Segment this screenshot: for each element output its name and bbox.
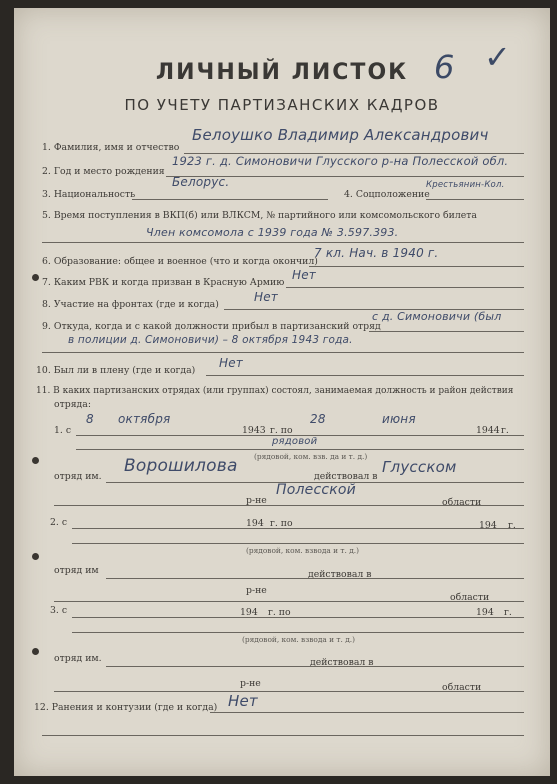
field-3-label: 3. Национальность	[42, 189, 136, 200]
row-1-rne: р-не	[246, 495, 267, 506]
form-subtitle: ПО УЧЕТУ ПАРТИЗАНСКИХ КАДРОВ	[124, 96, 440, 114]
field-2-label: 2. Год и место рождения	[42, 166, 165, 177]
row-3-g-end: г.	[504, 607, 512, 618]
row-3-num: 3. с	[50, 605, 68, 616]
field-12-label: 12. Ранения и контузии (где и когда)	[34, 702, 218, 713]
field-5-label: 5. Время поступления в ВКП(б) или ВЛКСМ, № партийного или комсомольского билета	[42, 210, 477, 221]
field-11-label-2: отряда:	[54, 399, 91, 410]
row-1-rayon: Глусском	[382, 458, 457, 476]
row-1-g-end: г.	[501, 425, 509, 436]
field-8-label: 8. Участие на фронтах (где и когда)	[42, 299, 219, 310]
row-1-year-to: 1944	[476, 425, 500, 436]
field-5-value: Член комсомола с 1939 года № 3.597.393.	[146, 226, 399, 239]
field-3-line	[132, 199, 328, 200]
check-mark: ✓	[484, 38, 511, 76]
row-1-oblast: Полесской	[276, 482, 356, 498]
punch-hole	[32, 274, 39, 281]
field-9-line-1	[369, 331, 524, 332]
field-4-label: 4. Соцположение	[344, 189, 430, 200]
field-6-line	[309, 266, 524, 267]
field-5-line	[42, 242, 524, 243]
row-1-month-to: июня	[382, 412, 416, 426]
row-3-rne: р-не	[240, 678, 261, 689]
row-3-otryad-label: отряд им.	[54, 653, 102, 664]
punch-hole	[32, 648, 39, 655]
field-6-label: 6. Образование: общее и военное (что и когда окончил)	[42, 256, 318, 267]
row-2-rne: р-не	[246, 585, 267, 596]
row-1-position-hint: (рядовой, ком. взв. да и т. д.)	[254, 452, 368, 461]
field-4-value: Крестьянин-Кол.	[426, 180, 505, 190]
row-2-year-to: 194	[479, 520, 497, 531]
row-2-position-hint: (рядовой, ком. взвода и т. д.)	[246, 546, 359, 555]
field-2-value: 1923 г. д. Симоновичи Глусского р-на Полесской обл.	[172, 154, 509, 168]
row-3-oblasti: области	[442, 682, 482, 693]
handwritten-number: 6	[434, 48, 455, 86]
field-8-value: Нет	[254, 290, 278, 304]
row-2-otryad-label: отряд им	[54, 565, 99, 576]
row-2-oblasti: области	[450, 592, 490, 603]
row-3-position-hint: (рядовой, ком. взвода и т. д.)	[242, 635, 355, 644]
field-10-label: 10. Был ли в плену (где и когда)	[36, 365, 196, 376]
row-1-month: октября	[118, 412, 171, 426]
field-7-value: Нет	[292, 268, 316, 282]
field-12-line	[210, 712, 524, 713]
row-2-position-line	[72, 543, 524, 544]
row-1-day: 8	[86, 412, 94, 426]
punch-hole	[32, 553, 39, 560]
row-2-otryad-line	[106, 578, 524, 579]
field-4-line	[426, 199, 524, 200]
form-sheet	[14, 8, 550, 776]
row-1-position: рядовой	[272, 436, 318, 447]
field-1-label: 1. Фамилия, имя и отчество	[42, 142, 180, 153]
row-2-dejstvoval: действовал в	[308, 569, 372, 580]
field-9-label: 9. Откуда, когда и с какой должности прибыл в партизанский отряд	[42, 321, 381, 332]
field-7-line	[286, 287, 524, 288]
field-9-value-2: в полиции д. Симоновичи) – 8 октября 1943 года.	[68, 334, 353, 346]
row-3-g-po: г. по	[268, 607, 291, 618]
field-10-line	[206, 375, 524, 376]
row-3-position-line	[72, 632, 524, 633]
row-1-num: 1. с	[54, 425, 72, 436]
row-2-date-line	[72, 528, 524, 529]
row-2-g-po: г. по	[270, 518, 293, 529]
row-1-otryad-label: отряд им.	[54, 471, 102, 482]
row-1-otryad: Ворошилова	[124, 456, 238, 476]
row-2-region-line	[54, 601, 524, 602]
field-10-value: Нет	[219, 356, 243, 370]
field-12-line-2	[42, 735, 524, 736]
row-2-year-from: 194	[246, 518, 264, 529]
row-1-day-to: 28	[310, 412, 326, 426]
row-1-g-po: г. по	[270, 425, 293, 436]
row-3-year-from: 194	[240, 607, 258, 618]
row-3-otryad-line	[106, 666, 524, 667]
row-2-g-end: г.	[508, 520, 516, 531]
row-1-year-from: 1943	[242, 425, 266, 436]
row-2-num: 2. с	[50, 517, 68, 528]
field-9-line-2	[42, 352, 524, 353]
field-7-label: 7. Каким РВК и когда призван в Красную Армию	[42, 277, 285, 288]
row-1-dejstvoval: действовал в	[314, 471, 378, 482]
field-3-value: Белорус.	[172, 175, 230, 189]
row-3-dejstvoval: действовал в	[310, 657, 374, 668]
form-title: ЛИЧНЫЙ ЛИСТОК	[155, 60, 409, 85]
row-1-oblasti: области	[442, 497, 482, 508]
row-1-position-line	[76, 449, 524, 450]
field-1-value: Белоушко Владимир Александрович	[192, 126, 489, 144]
punch-hole	[32, 457, 39, 464]
row-3-region-line	[54, 691, 524, 692]
field-9-value-1: с д. Симоновичи (был	[372, 310, 502, 323]
field-11-label-1: 11. В каких партизанских отрядах (или группах) состоял, занимаемая должность и район действия	[36, 386, 514, 396]
row-1-region-line	[54, 505, 524, 506]
row-3-date-line	[72, 617, 524, 618]
row-3-year-to: 194	[476, 607, 494, 618]
field-12-value: Нет	[228, 692, 258, 710]
field-6-value: 7 кл. Нач. в 1940 г.	[314, 246, 439, 260]
